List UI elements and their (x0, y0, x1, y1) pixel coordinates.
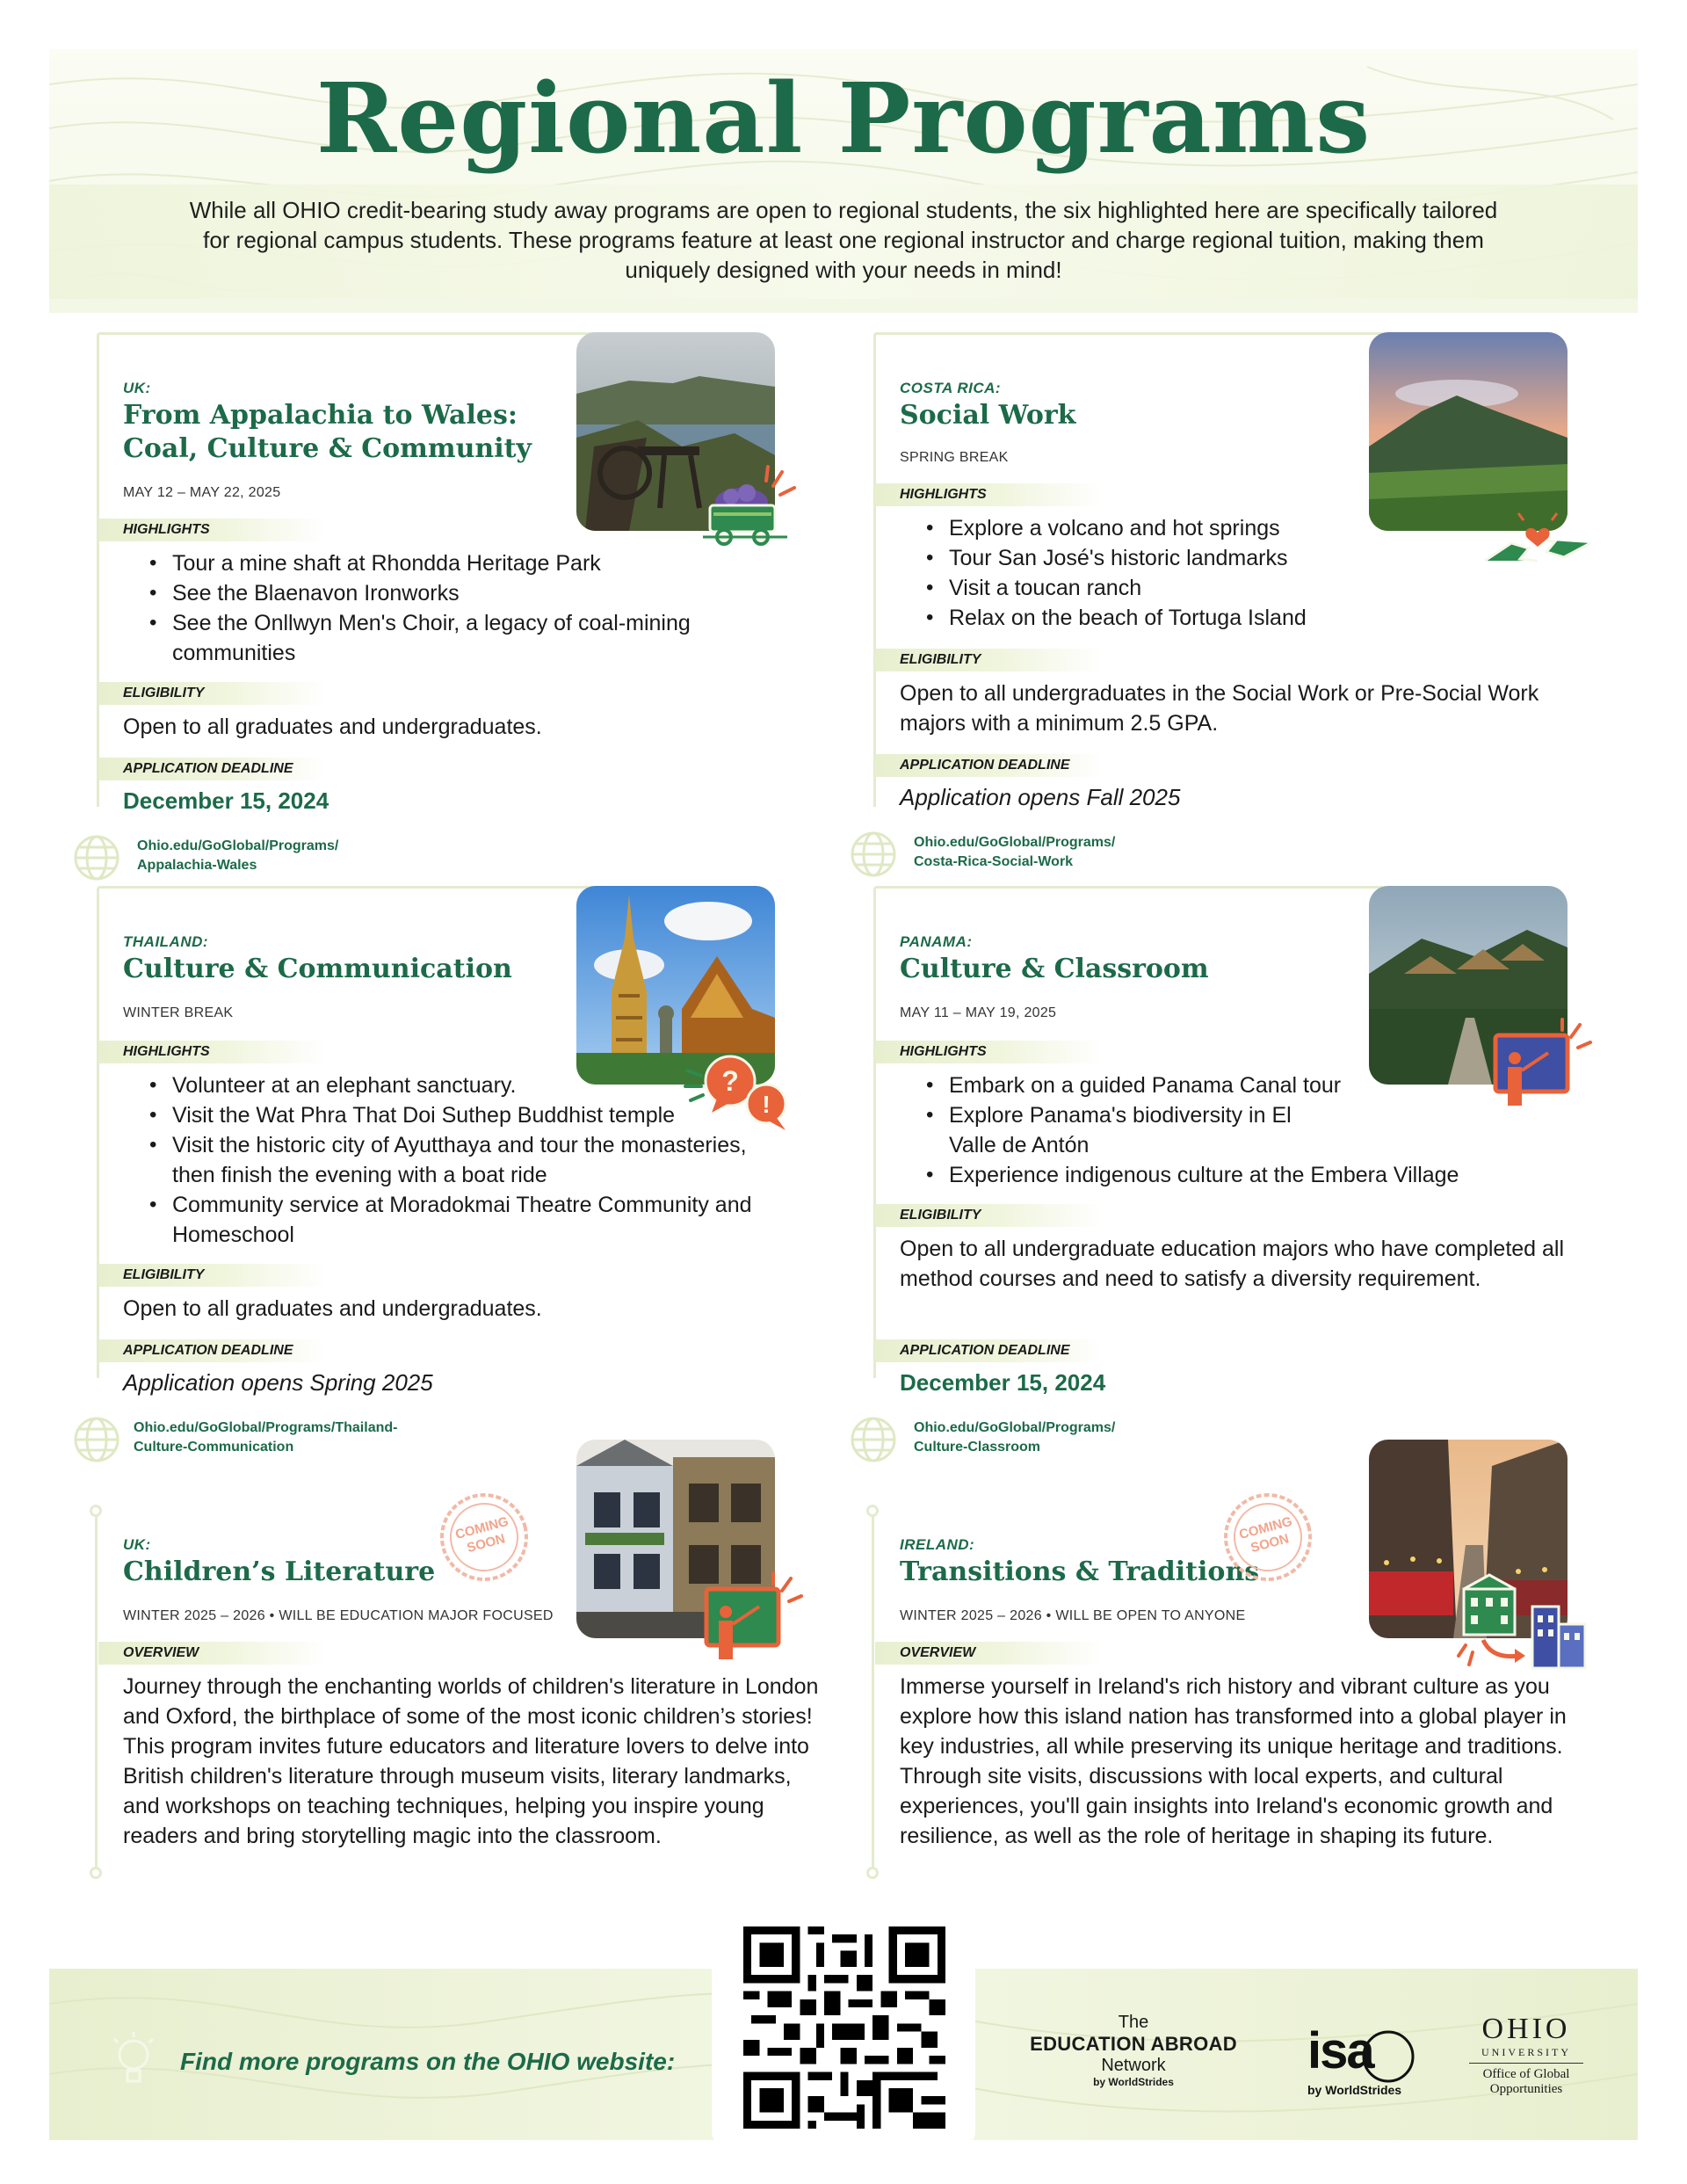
program-region: IRELAND: (900, 1536, 975, 1553)
highlights-list (923, 1070, 1459, 1190)
timeline-dot (90, 1505, 102, 1517)
program-dates: MAY 11 – MAY 19, 2025 (900, 1005, 1057, 1020)
highlights-list (146, 1070, 761, 1250)
svg-text:!: ! (762, 1091, 771, 1118)
isa-logo (1292, 2021, 1441, 2109)
link-line2[interactable]: Culture-Classroom (914, 1440, 1041, 1455)
deadline-label: APPLICATION DEADLINE (98, 758, 327, 780)
logo-text: OHIO (1481, 2013, 1571, 2045)
program-dates: WINTER 2025 – 2026 • WILL BE OPEN TO ANYONE (900, 1608, 1246, 1623)
qr-code[interactable] (743, 1926, 945, 2129)
link-line2[interactable]: Culture-Communication (134, 1440, 294, 1455)
eligibility-label: ELIGIBILITY (98, 1264, 327, 1287)
eligibility-text: Open to all graduates and undergraduates. (123, 1296, 542, 1321)
program-card-uk-childrens-lit (49, 1440, 819, 1897)
eligibility-label: ELIGIBILITY (98, 682, 327, 705)
eligibility-text: Open to all undergraduate education majors who have completed all method courses and need to satisfy a diversity requirement. (900, 1237, 1565, 1291)
program-title: Social Work (900, 400, 1076, 431)
caring-hands-icon (1476, 508, 1599, 587)
link-line2[interactable]: Appalachia-Wales (137, 858, 257, 873)
program-dates: WINTER 2025 – 2026 • WILL BE EDUCATION MAJOR FOCUSED (123, 1608, 554, 1623)
overview-text: Journey through the enchanting worlds of children's literature in London and Oxford, the birthplace of some of the most iconic children’s stories! This program invites future educators and literature lovers to delve into British children's literature through museum visits, literary landmarks, and workshops on teaching techniques, helping you inspire young readers and bring storytelling magic into the classroom. (123, 1674, 819, 1848)
list-item: • Tour a mine shaft at Rhondda Heritage Park (146, 548, 708, 578)
coming-soon-text: COMING SOON (453, 1513, 510, 1556)
program-card-thailand (49, 886, 771, 1466)
program-title: Culture & Classroom (900, 954, 1209, 984)
program-link[interactable] (914, 833, 1115, 872)
logo-text: isa (1307, 2022, 1373, 2079)
overview-label: OVERVIEW (98, 1642, 327, 1665)
globe-icon (72, 833, 121, 882)
globe-icon (849, 830, 898, 879)
program-card-ireland (826, 1440, 1567, 1897)
coming-soon-stamp (1220, 1489, 1316, 1585)
program-dates: MAY 12 – MAY 22, 2025 (123, 485, 281, 500)
deadline-label: APPLICATION DEADLINE (875, 1339, 1104, 1362)
program-dates: WINTER BREAK (123, 1005, 234, 1020)
program-card-uk-wales (49, 332, 735, 886)
logo-text: Network (1101, 2056, 1166, 2075)
program-region: COSTA RICA: (900, 380, 1002, 396)
program-dates: SPRING BREAK (900, 450, 1009, 465)
program-title: Children’s Literature (123, 1556, 436, 1587)
highlights-label: HIGHLIGHTS (98, 1041, 327, 1063)
timeline-dot (90, 1867, 102, 1879)
eligibility-label: ELIGIBILITY (875, 1204, 1104, 1227)
program-card-costa-rica (826, 332, 1539, 886)
logo-text: UNIVERSITY (1469, 2046, 1583, 2064)
program-title-line2: Coal, Culture & Community (123, 433, 532, 464)
list-item: • Volunteer at an elephant sanctuary. (146, 1070, 761, 1100)
link-line1[interactable]: Ohio.edu/GoGlobal/Programs/ (914, 835, 1116, 850)
mine-cart-icon (699, 460, 796, 556)
teacher-chalkboard-icon (698, 1571, 803, 1668)
list-item: • Visit the Wat Phra That Doi Suthep Buddhist temple (146, 1100, 761, 1130)
list-item: • Community service at Moradokmai Theatre Community and Homeschool (146, 1190, 761, 1250)
list-item: • Explore a volcano and hot springs (923, 513, 1485, 543)
svg-text:?: ? (721, 1065, 739, 1097)
list-item: • Tour San José's historic landmarks (923, 543, 1485, 573)
logo-text: by WorldStrides (1093, 2076, 1174, 2088)
deadline-label: APPLICATION DEADLINE (98, 1339, 327, 1362)
logo-text: EDUCATION ABROAD (1030, 2033, 1237, 2055)
program-region: UK: (123, 380, 151, 396)
program-region: THAILAND: (123, 933, 209, 950)
eligibility-label: ELIGIBILITY (875, 649, 1104, 671)
list-item: • See the Onllwyn Men's Choir, a legacy of coal-mining communities (146, 608, 708, 668)
program-card-panama (826, 886, 1565, 1466)
coming-soon-text: COMING SOON (1237, 1513, 1294, 1556)
list-item: • Visit a toucan ranch (923, 573, 1485, 603)
find-more-text: Find more programs on the OHIO website: (180, 2048, 676, 2075)
overview-label: OVERVIEW (875, 1642, 1104, 1665)
program-region: UK: (123, 1536, 151, 1553)
list-item: • Explore Panama's biodiversity in El Valle de Antón (923, 1100, 1292, 1160)
overview-text: Immerse yourself in Ireland's rich history and vibrant culture as you explore how this island nation has transformed into a global player in key industries, all while preserving its unique heritage and traditions. Through site visits, discussions with local experts, and cultural experiences, you'll gain insights into Ireland's economic growth and resilience, as well as the role of heritage in shaping its future. (900, 1674, 1567, 1848)
eligibility-text: Open to all graduates and undergraduates. (123, 715, 542, 739)
program-title: Culture & Communication (123, 954, 512, 984)
link-line1[interactable]: Ohio.edu/GoGlobal/Programs/ (914, 1420, 1116, 1435)
eligibility-text: Open to all undergraduates in the Social Work or Pre-Social Work majors with a minimum 2.5 GPA. (900, 681, 1539, 736)
deadline-value: Application opens Spring 2025 (123, 1369, 433, 1396)
link-line1[interactable]: Ohio.edu/GoGlobal/Programs/Thailand- (134, 1420, 398, 1435)
buildings-transition-icon (1457, 1571, 1597, 1677)
list-item: • See the Blaenavon Ironworks (146, 578, 708, 608)
program-title (123, 399, 532, 466)
link-line2[interactable]: Costa-Rica-Social-Work (914, 854, 1074, 869)
list-item: • Relax on the beach of Tortuga Island (923, 603, 1485, 633)
logo-text: by WorldStrides (1307, 2083, 1402, 2097)
list-item: • Embark on a guided Panama Canal tour (923, 1070, 1379, 1100)
program-title: Transitions & Traditions (900, 1556, 1260, 1587)
logo-text: Opportunities (1489, 2082, 1563, 2096)
timeline-dot (866, 1867, 879, 1879)
logo-text: The (1118, 2013, 1149, 2032)
education-abroad-network-logo (1019, 2013, 1248, 2088)
teacher-board-icon (1487, 1018, 1592, 1114)
timeline-line (95, 1510, 98, 1879)
program-region: PANAMA: (900, 933, 973, 950)
highlights-list (923, 513, 1485, 633)
deadline-value: December 15, 2024 (900, 1369, 1106, 1396)
page-title: Regional Programs (315, 62, 1372, 175)
logo-text: Office of Global (1482, 2067, 1570, 2081)
highlights-list (146, 548, 708, 668)
timeline-line (872, 1510, 874, 1879)
program-link[interactable] (137, 837, 338, 875)
list-item: • Experience indigenous culture at the Embera Village (923, 1160, 1590, 1190)
volcano-photo (1369, 332, 1568, 531)
highlights-label: HIGHLIGHTS (875, 483, 1104, 506)
timeline-dot (866, 1505, 879, 1517)
lightbulb-icon (107, 2030, 160, 2092)
deadline-label: APPLICATION DEADLINE (875, 754, 1104, 777)
program-title-line1: From Appalachia to Wales: (123, 400, 518, 431)
highlights-label: HIGHLIGHTS (98, 519, 327, 541)
deadline-value: Application opens Fall 2025 (900, 784, 1181, 810)
ohio-university-logo (1469, 2013, 1583, 2097)
list-item: • Visit the historic city of Ayutthaya and tour the monasteries, then finish the evening with a boat ride (146, 1130, 761, 1190)
highlights-label: HIGHLIGHTS (875, 1041, 1104, 1063)
intro-paragraph: While all OHIO credit-bearing study away programs are open to regional students, the six highlighted here are specifically tailored for regional campus students. These programs feature at least one regional instructor and charge regional tuition, making them uniquely designed with your needs in mind! (189, 197, 1498, 283)
speech-bubbles-icon (682, 1044, 796, 1141)
deadline-value: December 15, 2024 (123, 787, 329, 814)
link-line1[interactable]: Ohio.edu/GoGlobal/Programs/ (137, 838, 339, 853)
coming-soon-stamp (436, 1489, 532, 1585)
